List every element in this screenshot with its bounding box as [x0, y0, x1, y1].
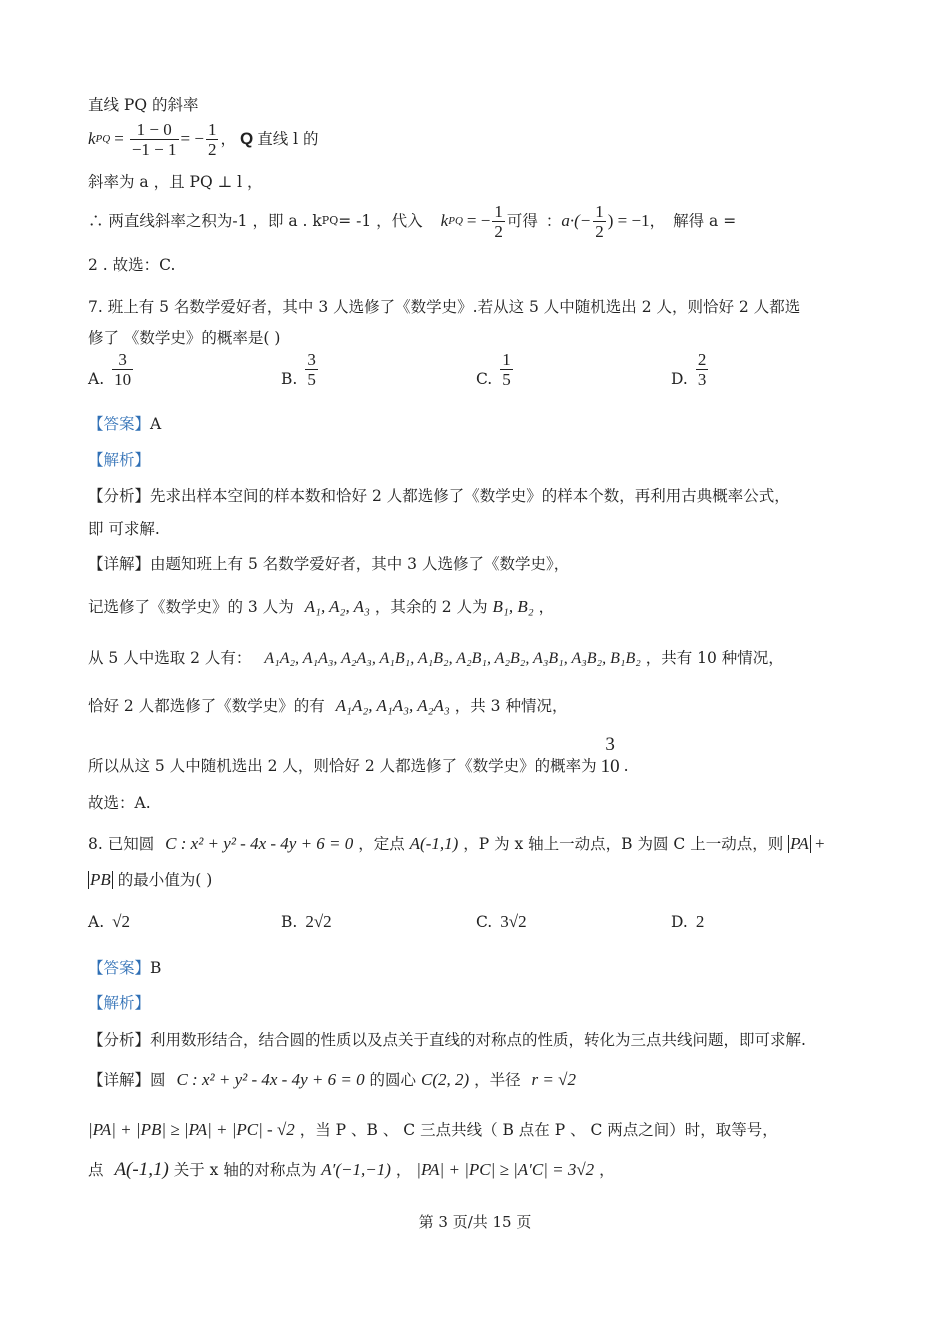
denominator: 2 [595, 221, 604, 241]
fraction [593, 202, 606, 241]
analysis-tag: 【解析】 [88, 451, 151, 469]
text: ， [220, 130, 236, 148]
math: PB [90, 870, 111, 889]
question-8-stem: 8. 已知圆 C : x² + y² - 4x - 4y + 6 = 0 ，定点 A(-1,1) ，P 为 x 轴上一动点，B 为圆 C 上一动点，则 PA + [88, 834, 825, 853]
fraction [492, 202, 505, 241]
page-footer: 第 3 页/共 15 页 [418, 1213, 532, 1231]
math: B₁, B₂ [492, 597, 534, 616]
detail-line: 恰好 2 人都选修了《数学史》的有 A₁A₂, A₁A₃, A₂A₃ ，共 3 种情况， [88, 696, 568, 715]
math: A₁A₂, A₁A₃, A₂A₃ [335, 696, 450, 715]
denominator: 2 [494, 221, 503, 241]
denominator: 2 [207, 139, 217, 159]
analysis-heading [88, 993, 150, 1013]
detail-line: 记选修了《数学史》的 3 人为 A₁, A₂, A₃ ，其余的 2 人为 B₁, B₂ ， [88, 597, 555, 616]
text: 可得 [506, 212, 538, 230]
math: |PA| + |PC| ≥ |A′C| = 3√2 [416, 1160, 595, 1179]
math: PQ [448, 215, 463, 227]
math: A₁A₂, A₁A₃, A₂A₃, A₁B₁, A₁B₂, A₂B₁, A₂B₂, A₃B₁, A₃B₂, B₁B₂ [264, 650, 641, 667]
fenxi-line: 【分析】先求出样本空间的样本数和恰好 2 人都选修了《数学史》的样本个数，再利用古典概率公式， [88, 487, 790, 505]
fenxi-line: 【分析】利用数形结合，结合圆的性质以及点关于直线的对称点的性质，转化为三点共线问题，即可求解. [88, 1031, 806, 1049]
detail-line: 点 A(-1,1) 关于 x 轴的对称点为 A′(−1,−1) ， |PA| + |PC| ≥ |A′C| = 3√2 ， [88, 1159, 615, 1180]
math: k [88, 129, 96, 148]
math: k [440, 211, 449, 230]
math: PQ [95, 133, 111, 145]
option-d: D. $\frac{2}{3}$ [671, 350, 707, 389]
detail-line: 【详解】由题知班上有 5 名数学爱好者，其中 3 人选修了《数学史》， [88, 555, 570, 573]
numerator: 1 [595, 201, 604, 221]
option-a: A. $\frac{3}{10}$ [88, 350, 132, 389]
math: A′(−1,−1) [321, 1160, 391, 1179]
option-d: D. 2 [671, 912, 705, 931]
math: A(-1,1) [409, 834, 459, 853]
text: ： [545, 212, 562, 230]
math: C(2, 2) [420, 1070, 470, 1089]
since-symbol: Q [239, 129, 254, 148]
analysis-tag: 【解析】 [88, 994, 151, 1012]
detail-line: 【详解】圆 C : x² + y² - 4x - 4y + 6 = 0 的圆心 C(2, 2) ，半径 r = √2 [88, 1070, 576, 1089]
numerator: 1 − 0 [136, 119, 172, 139]
text-line: 斜率为 a ，且 PQ ⊥ l ， [88, 173, 263, 191]
math: A(-1,1) [114, 1159, 169, 1180]
text: ∴ 两直线斜率之积为-1 ，即 a . k [88, 212, 322, 230]
question-7-stem: 7. 班上有 5 名数学爱好者，其中 3 人选修了《数学史》.若从这 5 人中随机选出 2 人，则恰好 2 人都选 [88, 298, 801, 316]
option-b: B. 2√2 [281, 912, 332, 931]
fraction [130, 120, 179, 159]
option-c: C. 3√2 [476, 912, 527, 931]
answer-tag: 【答案】 [88, 415, 151, 433]
fraction: 3 10 [600, 734, 620, 777]
math: a·(− [561, 211, 592, 230]
math: C : x² + y² - 4x - 4y + 6 = 0 [176, 1070, 365, 1089]
detail-line: 故选：A. [88, 794, 151, 812]
text: 直线 l 的 [257, 130, 319, 148]
numerator: 1 [207, 119, 217, 139]
option-a: A. √2 [88, 912, 130, 931]
option-c: C. $\frac{1}{5}$ [476, 350, 511, 389]
denominator: −1 − 1 [131, 139, 177, 159]
math: PA [790, 834, 809, 853]
text-line [88, 196, 736, 246]
math: = − [180, 129, 204, 148]
answer-value: A [150, 415, 162, 433]
detail-line: 从 5 人中选取 2 人有： A₁A₂, A₁A₃, A₂A₃, A₁B₁, A₁B₂, A₂B₁, A₂B₂, A₃B₁, A₃B₂, B₁B₂ ，共有 10 种情况， [88, 649, 784, 667]
fenxi-line: 即 可求解. [88, 520, 160, 538]
answer-value: B [150, 959, 162, 977]
text: ， [649, 212, 666, 230]
answer-line [88, 414, 161, 434]
option-b: B. $\frac{3}{5}$ [281, 350, 316, 389]
detail-line: |PA| + |PB| ≥ |PA| + |PC| - √2 ，当 P 、B 、 C 三点共线（ B 点在 P 、 C 两点之间）时，取等号， [88, 1120, 778, 1139]
math: |PA| + |PB| ≥ |PA| + |PC| - √2 [88, 1120, 295, 1139]
fraction [206, 120, 219, 159]
math: PQ [321, 214, 339, 227]
text: = -1 ，代入 [338, 212, 423, 230]
math: = − [466, 211, 491, 230]
question-7-stem: 修了 《数学史》的概率是( ) [88, 329, 281, 347]
math: A₁, A₂, A₃ [304, 597, 370, 616]
answer-line [88, 958, 161, 978]
math: ) = −1 [607, 211, 650, 230]
answer-tag: 【答案】 [88, 959, 151, 977]
question-8-stem: PB 的最小值为( ) [90, 870, 213, 889]
text-line: 直线 PQ 的斜率 [88, 96, 199, 114]
detail-line: 所以从这 5 人中随机选出 2 人，则恰好 2 人都选修了《数学史》的概率为 3 10 . [88, 734, 629, 777]
math: C : x² + y² - 4x - 4y + 6 = 0 [165, 834, 354, 853]
math: r = √2 [531, 1070, 576, 1089]
numerator: 1 [494, 201, 503, 221]
analysis-heading [88, 450, 150, 470]
slope-formula-line: k PQ = $\frac{1 - 0}{-1 - 1}$ = − $\frac{1}{2}$ ， Q 直线 l 的 [88, 119, 319, 159]
text: 解得 a = [673, 212, 737, 230]
text-line: 2 . 故选：C. [88, 256, 176, 274]
